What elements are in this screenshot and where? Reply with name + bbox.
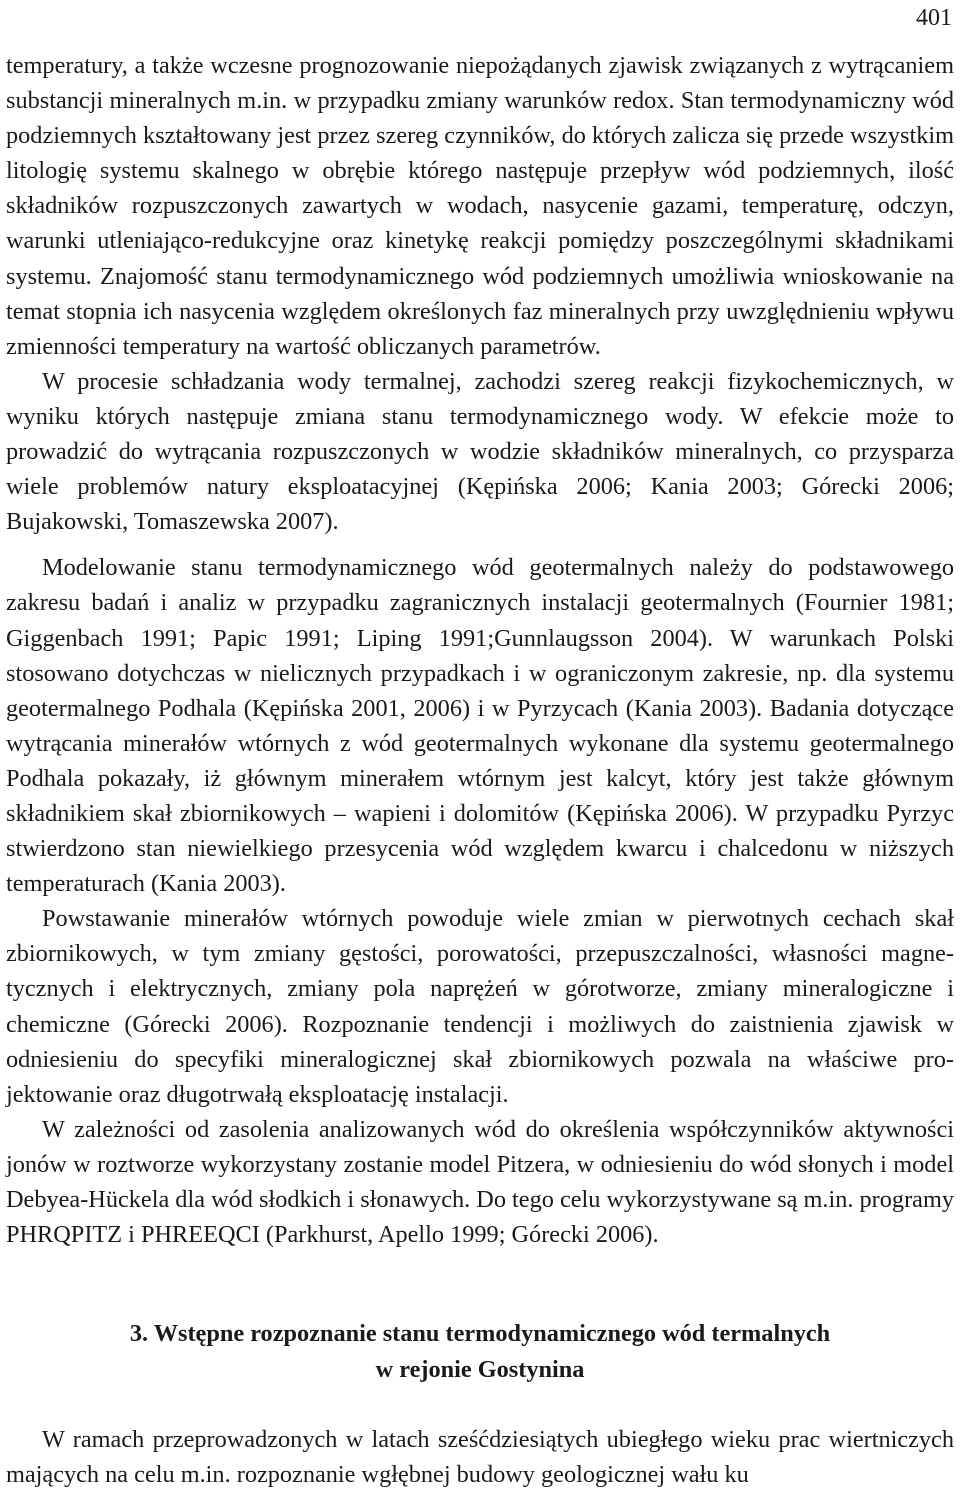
section-heading (0, 1316, 960, 1388)
paragraph-drilling-works: W ramach przeprowadzonych w latach sześćdziesiątych ubiegłego wieku prac wiertniczych mających na celu m.in. rozpoznanie wgłębnej budowy geologicznej wału ku (6, 1426, 954, 1489)
section-heading-line-2: w rejonie Gostynina (375, 1356, 585, 1383)
section-heading-line-1: 3. Wstępne rozpoznanie stanu termodynamicznego wód termalnych (129, 1320, 831, 1347)
paragraph-secondary-minerals: Powstawanie minerałów wtórnych powoduje wiele zmian w pierwotnych cechach skał zbiornikowych, w tym zmiany gęstości, porowatości, przepuszczalności, własności magnetycznych i elektrycznych, zmiany pola naprężeń w górotworze, zmiany mineralogiczne i chemiczne (Górecki 2006). Rozpoznanie tendencji i możliwych do zaistnienia zjawisk w odniesieniu do specyfiki mineralogicznej skał zbiornikowych pozwala na właściwe projektowanie oraz długotrwałą eksploatację instalacji. (6, 905, 954, 1108)
body-text (6, 48, 954, 1252)
paragraph-activity-coefficients: W zależności od zasolenia analizowanych wód do określenia współczynników aktywności jonów w roztworze wykorzystany zostanie model Pitzera, w odniesieniu do wód słonych i model Debyea-Hückela dla wód słodkich i słonawych. Do tego celu wykorzystywane są m.in. programy PHRQPITZ i PHREEQCI (Parkhurst, Apello 1999; Górecki 2006). (6, 1115, 954, 1249)
paragraph-modeling: Modelowanie stanu termodynamicznego wód geotermalnych należy do podstawowego zakresu badań i analiz w przypadku zagranicznych instalacji geotermalnych (Fournier 1981; Giggenbach 1991; Papic 1991; Liping 1991;Gunnlaugsson 2004). W warunkach Polski stosowano dotychczas w nielicznych przypadkach i w ograniczonym zakresie, np. dla systemu geotermalnego Podhala (Kępińska 2001, 2006) i w Pyrzycach (Kania 2003). Badania dotyczące wytrącania minerałów wtórnych z wód geotermalnych wykonane dla systemu geotermalnego Podhala pokazały, iż głównym minerałem wtórnym jest kalcyt, który jest także głównym składnikiem skał zbiornikowych – wapieni i dolomitów (Kępińska 2006). W przypadku Pyrzyc stwierdzono stan niewielkiego przesycenia wód względem kwarcu i chalcedonu w niższych temperaturach (Kania 2003). (6, 554, 954, 898)
paragraph-cooling-process: W procesie schładzania wody termalnej, zachodzi szereg reakcji fizykochemicznych, w wyniku których następuje zmiana stanu termodynamicznego wody. W efekcie może to prowadzić do wytrącania rozpuszczonych w wodzie składników mineralnych, co przysparza wiele problemów natury eksploatacyjnej (Kępińska 2006; Kania 2003; Górecki 2006; Bujakowski, Tomaszewska 2007). (6, 367, 954, 536)
section-body-text (6, 1422, 954, 1492)
page-number: 401 (916, 5, 952, 31)
paragraph-thermodynamic-state: temperatury, a także wczesne prognozowanie niepożądanych zjawisk związanych z wytrącaniem substancji mineralnych m.in. w przypadku zmiany warunków redox. Stan termodynamiczny wód podziemnych kształtowany jest przez szereg czynników, do których zalicza się przede wszystkim litologię systemu skalnego w obrębie którego następuje przepływ wód podziemnych, ilość składników rozpuszczonych zawartych w wodach, nasycenie gazami, temperaturę, odczyn, warunki utleniająco-redukcyjne oraz kinetykę reakcji pomiędzy poszczególnymi składnikami systemu. Znajomość stanu termodynamicznego wód podziemnych umożliwia wnioskowanie na temat stopnia ich nasycenia względem określonych faz mineralnych przy uwzględnieniu wpływu zmienności temperatury na wartość obliczanych parametrów. (6, 52, 954, 360)
